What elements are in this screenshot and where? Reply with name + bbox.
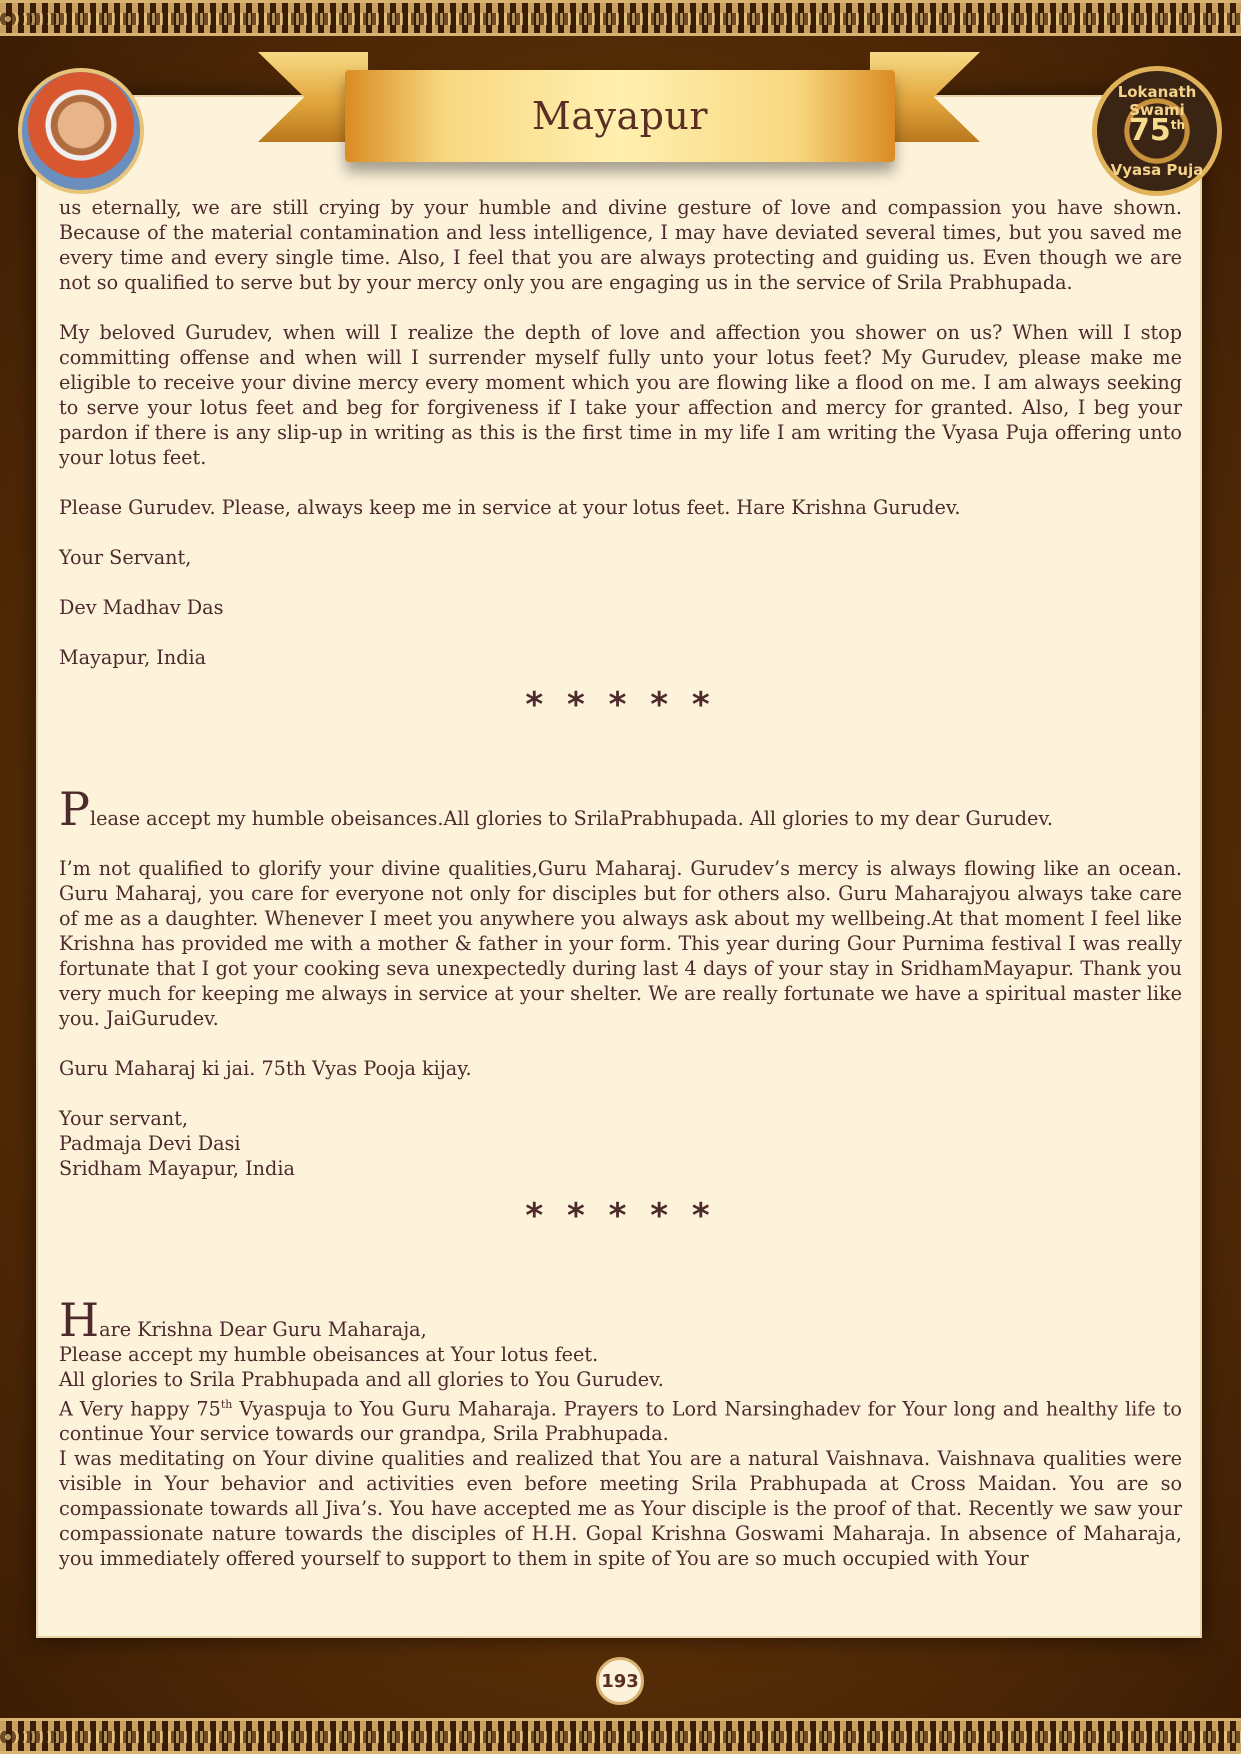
page-number: 193: [596, 1657, 644, 1705]
seal-bottom-text: Vyasa Puja: [1110, 161, 1204, 179]
anniversary-seal-logo: [1092, 66, 1222, 196]
letter2-signature: Padmaja Devi Dasi: [59, 1132, 241, 1155]
letter2-closing: Your servant,: [59, 1107, 188, 1130]
section-separator-2: * * * * *: [525, 1196, 716, 1236]
top-decorative-border: [0, 0, 1241, 36]
letter3-greeting: Hare Krishna Dear Guru Maharaja,: [59, 1293, 427, 1347]
letter3-line-2: Please accept my humble obeisances at Your lotus feet.: [59, 1343, 599, 1366]
letter2-paragraph-2: I’m not qualified to glorify your divine qualities,Guru Maharaj. Gurudev’s mercy is always flowing like an ocean. Guru Maharaj, you care for everyone not only for disciples but for others also. Guru Maharajyou always take care of me as a daughter. Whenever I meet you anywhere you always ask about my wellbeing.At that moment I feel like Krishna has provided me with a mother & father in your form. This year during Gour Purnima festival I was really fortunate that I got your cooking seva unexpectedly during last 4 days of your stay in SridhamMayapur. Thank you very much for keeping me always in service at your shelter. We are really fortunate we have a spiritual master like you. JaiGurudev.: [59, 857, 1182, 1030]
title-ribbon: [345, 70, 895, 162]
letter2-paragraph-1: Please accept my humble obeisances.All glories to SrilaPrabhupada. All glories to my dear Gurudev.: [59, 782, 1054, 836]
page-title: Mayapur: [531, 94, 709, 138]
seal-top-text: Lokanath Swami: [1117, 83, 1197, 119]
letter1-closing: Your Servant,: [59, 546, 192, 569]
letter3-line-4: A Very happy 75th Vyaspuja to You Guru Maharaja. Prayers to Lord Narsinghadev for Your long and healthy life to continue Your service towards our grandpa, Srila Prabhupada.: [59, 1397, 1182, 1446]
letter3-line-3: All glories to Srila Prabhupada and all glories to You Gurudev.: [59, 1368, 664, 1391]
guru-portrait-image: [18, 68, 144, 194]
letter1-paragraph-1: us eternally, we are still crying by your humble and divine gesture of love and compassion you have shown. Because of the material contamination and less intelligence, I may have deviated several times, but you saved me every time and every single time. Also, I feel that you are always protecting and guiding us. Even though we are not so qualified to serve but by your mercy only you are engaging us in the service of Srila Prabhupada.: [59, 196, 1182, 294]
offering-text: [59, 195, 1182, 1571]
section-separator-1: * * * * *: [525, 685, 716, 725]
letter2-paragraph-3: Guru Maharaj ki jai. 75th Vyas Pooja kijay.: [59, 1057, 472, 1080]
letter2-dropcap: P: [59, 782, 90, 836]
letter1-place: Mayapur, India: [59, 646, 207, 669]
seal-number: 75th: [1128, 113, 1186, 148]
letter3-dropcap: H: [59, 1293, 100, 1347]
letter2-place: Sridham Mayapur, India: [59, 1157, 295, 1180]
letter1-signature: Dev Madhav Das: [59, 596, 224, 619]
letter1-paragraph-2: My beloved Gurudev, when will I realize the depth of love and affection you shower on us? When will I stop committing offense and when will I surrender myself fully unto your lotus feet? My Gurudev, please make me eligible to receive your divine mercy every moment which you are flowing like a flood on me. I am always seeking to serve your lotus feet and beg for forgiveness if I take your affection and mercy for granted. Also, I beg your pardon if there is any slip-up in writing as this is the first time in my life I am writing the Vyasa Puja offering unto your lotus feet.: [59, 321, 1182, 469]
letter1-paragraph-3: Please Gurudev. Please, always keep me in service at your lotus feet. Hare Krishna Gurudev.: [59, 496, 961, 519]
bottom-decorative-border: [0, 1718, 1241, 1754]
letter3-paragraph-5: I was meditating on Your divine qualities and realized that You are a natural Vaishnava. Vaishnava qualities were visible in Your behavior and activities even before meeting Srila Prabhupada at Cross Maidan. You are so compassionate towards all Jiva’s. You have accepted me as Your disciple is the proof of that. Recently we saw your compassionate nature towards the disciples of H.H. Gopal Krishna Goswami Maharaja. In absence of Maharaja, you immediately offered yourself to support to them in spite of You are so much occupied with Your: [59, 1447, 1182, 1571]
